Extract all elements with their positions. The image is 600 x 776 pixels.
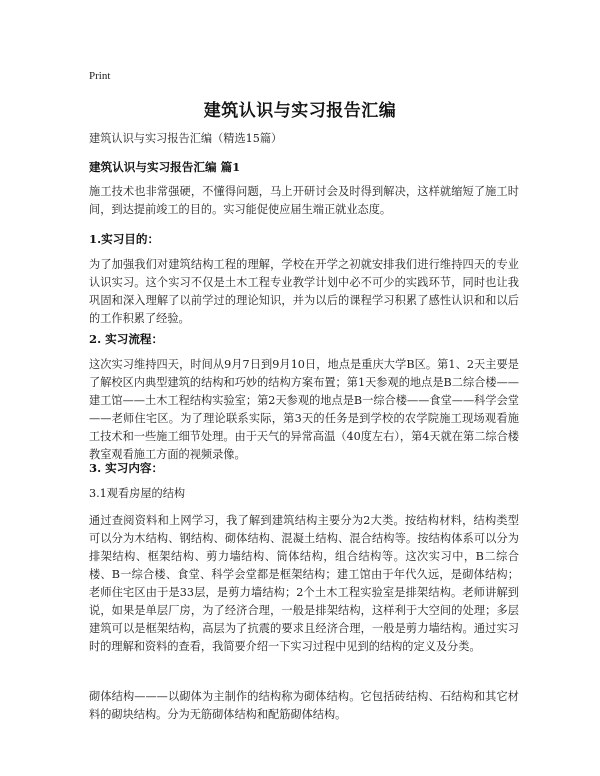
subtitle: 建筑认识与实习报告汇编（精选15篇） — [89, 132, 283, 145]
section-paragraph: 砌体结构———以砌体为主制作的结构称为砌体结构。它包括砖结构、石结构和其它材料的砌块结构。分为无筋砌体结构和配筋砌体结构。 — [89, 690, 519, 721]
section-subheading: 3.1观看房屋的结构 — [89, 487, 186, 500]
print-link[interactable]: Print — [89, 70, 111, 82]
intro-paragraph: 施工技术也非常强硬，不懂得问题，马上开研讨会及时得到解决，这样就缩短了施工时间，到达提前竣工的目的。实习能促使应届生端正就业态度。 — [89, 185, 519, 216]
section-3-subheading-block — [89, 485, 519, 503]
section-paragraph: 这次实习维持四天，时间从9月7日到9月10日，地点是重庆大学B区。第1、2天主要是了解校区内典型建筑的结构和巧妙的结构方案布置；第1天参观的地点是B二综合楼——建工馆——土木工程结构实验室；第2天参观的地点是B一综合楼——食堂——科学会堂——老师住宅区。为了理论联系实际，第3天的任务是到学校的农学院施工现场观看施工技术和一些施工细节处理。由于天气的异常高温（40度左右），第4天就在第二综合楼教室观看施工方面的视频录像。 — [89, 358, 519, 461]
section-2 — [89, 330, 519, 348]
section-paragraph: 为了加强我们对建筑结构工程的理解，学校在开学之初就安排我们进行维持四天的专业认识实习。这个实习不仅是土木工程专业教学计划中必不可少的实践环节，同时也让我巩固和深入理解了以前学过的理论知识，并为以后的课程学习积累了感性认识和和以后的工作积累了经验。 — [89, 258, 519, 325]
chapter-heading-block — [89, 158, 519, 176]
section-heading: 1.实习目的： — [89, 232, 160, 246]
intro-block — [89, 183, 519, 219]
section-3-body-2 — [89, 688, 519, 724]
section-3 — [89, 459, 519, 477]
section-1-body — [89, 256, 519, 328]
page-title: 建筑认识与实习报告汇编 — [203, 101, 397, 121]
section-heading: 2. 实习流程： — [89, 332, 164, 346]
section-2-body — [89, 356, 519, 464]
chapter-heading: 建筑认识与实习报告汇编 篇1 — [89, 160, 241, 174]
section-heading: 3. 实习内容： — [89, 461, 164, 475]
section-paragraph: 通过查阅资料和上网学习，我了解到建筑结构主要分为2大类。按结构材料，结构类型可以分为木结构、钢结构、砌体结构、混凝土结构、混合结构等。按结构体系可以分为排架结构、框架结构、剪力墙结构、筒体结构，组合结构等。这次实习中，B二综合楼、B一综合楼、食堂、科学会堂都是框架结构；建工馆由于年代久远，是砌体结构；老师住宅区由于是33层，是剪力墙结构；2个土木工程实验室是排架结构。老师讲解到说，如果是单层厂房，为了经济合理，一般是排架结构，这样利于大空间的处理；多层建筑可以是框架结构，高层为了抗震的要求且经济合理，一般是剪力墙结构。通过实习时的理解和资料的查看，我简要介绍一下实习过程中见到的结构的定义及分类。 — [89, 514, 519, 653]
section-1 — [89, 230, 519, 248]
subtitle-block — [89, 130, 519, 148]
section-3-body — [89, 512, 519, 656]
